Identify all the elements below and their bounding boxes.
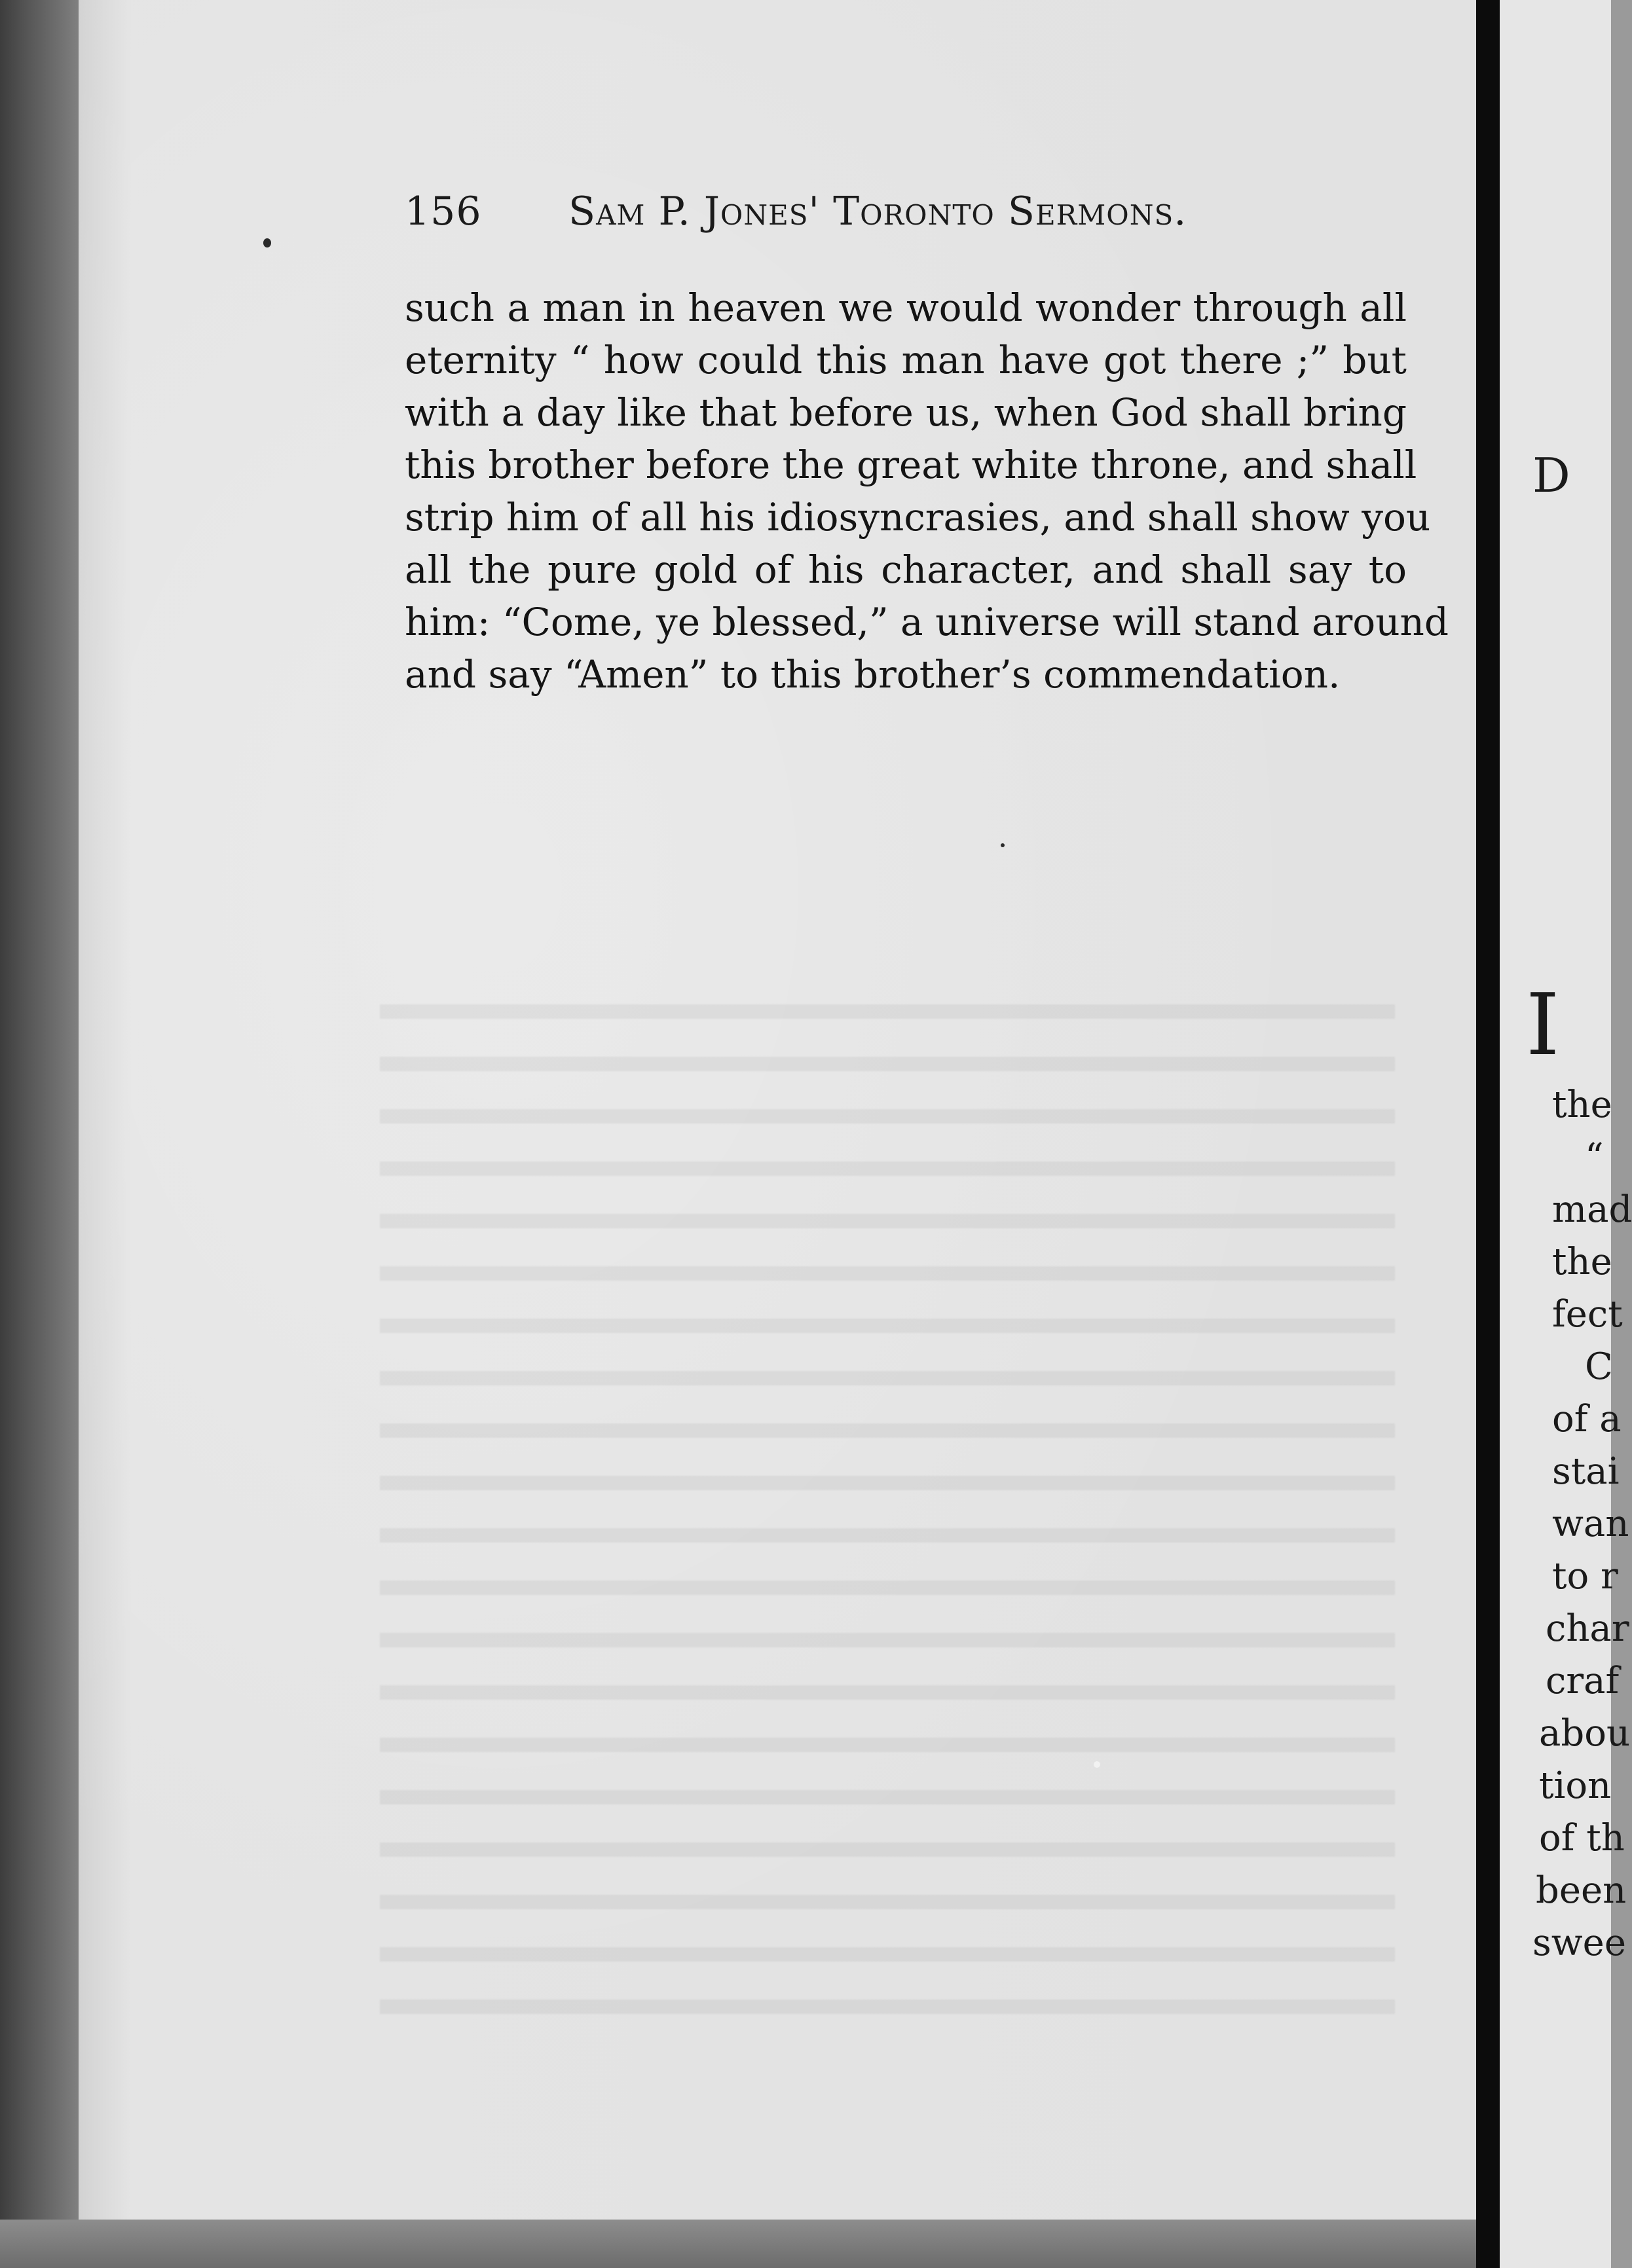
- dust-speck: [1001, 843, 1005, 847]
- text-line: and say “Amen” to this brother’s commendation.: [405, 652, 1341, 697]
- facing-page: [1500, 0, 1632, 2268]
- facing-fragment: char: [1546, 1607, 1629, 1650]
- facing-fragment: the: [1552, 1084, 1612, 1126]
- facing-fragment: mad: [1552, 1188, 1632, 1231]
- facing-fragment: stai: [1552, 1450, 1620, 1493]
- facing-fragment: tion: [1539, 1765, 1612, 1807]
- text-line: him: “Come, ye blessed,” a universe will stand around: [405, 600, 1449, 644]
- facing-fragment: C: [1585, 1345, 1613, 1388]
- facing-fragment: “: [1585, 1136, 1604, 1179]
- text-line: such a man in heaven we would wonder through all: [405, 285, 1407, 330]
- page-number: 156: [405, 189, 482, 234]
- facing-fragment: the: [1552, 1241, 1612, 1283]
- text-line: eternity “ how could this man have got there ;” but: [405, 338, 1407, 382]
- book-gutter: [1476, 0, 1500, 2268]
- page-bottom-edge: [0, 2220, 1480, 2268]
- facing-fragment: been: [1536, 1869, 1627, 1912]
- text-line: strip him of all his idiosyncrasies, and shall show you: [405, 495, 1431, 540]
- bleed-through-text: [380, 976, 1395, 2017]
- text-line: all the pure gold of his character, and shall say to: [405, 547, 1407, 592]
- facing-fragment: wan: [1552, 1503, 1629, 1545]
- facing-fragment: craf: [1546, 1660, 1620, 1702]
- facing-fragment: of th: [1539, 1817, 1625, 1859]
- dust-speck: [263, 238, 271, 247]
- binding-shadow: [0, 0, 79, 2268]
- facing-fragment: swee: [1532, 1922, 1626, 1964]
- running-title: Sam P. Jones' Toronto Sermons.: [568, 189, 1187, 234]
- body-paragraph: [405, 282, 1449, 701]
- facing-drop-cap: I: [1526, 975, 1560, 1074]
- running-header: [405, 189, 1407, 234]
- facing-fragment: abou: [1539, 1712, 1631, 1755]
- facing-fragment: D: [1532, 448, 1570, 503]
- text-line: this brother before the great white throne, and shall: [405, 443, 1417, 487]
- facing-fragment: to r: [1552, 1555, 1618, 1598]
- dust-speck: [1094, 1761, 1100, 1768]
- text-line: with a day like that before us, when God shall bring: [405, 390, 1407, 435]
- facing-fragment: of a: [1552, 1398, 1622, 1440]
- facing-fragment: fect: [1552, 1293, 1623, 1336]
